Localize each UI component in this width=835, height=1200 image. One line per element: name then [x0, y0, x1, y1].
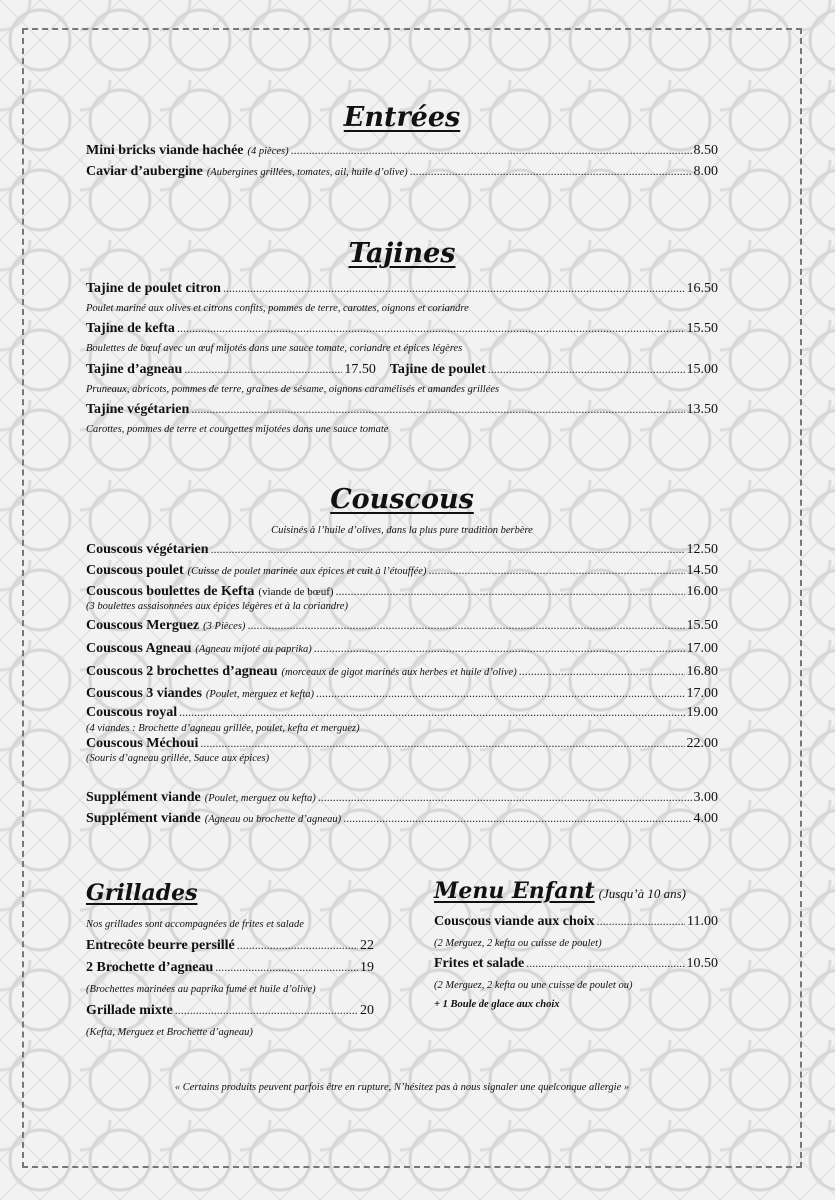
menu-item: [86, 563, 718, 580]
leader-dots: [597, 914, 685, 928]
item-description: Poulet mariné aux olives et citrons confits, pommes de terre, carottes, oignons et coriandre: [86, 302, 469, 314]
leader-dots: [519, 664, 685, 678]
item-price: 13.50: [686, 402, 718, 418]
leader-dots: [410, 164, 692, 178]
item-price: 3.00: [693, 790, 718, 806]
menu-item: [86, 618, 718, 635]
leader-dots: [526, 956, 684, 970]
leader-dots: [428, 563, 684, 577]
leader-dots: [184, 362, 342, 376]
item-name: Tajine d’agneau: [86, 361, 183, 377]
menu-item: [86, 705, 718, 722]
item-description: (2 Merguez, 2 kefta ou cuisse de poulet): [434, 937, 602, 949]
supplement-item: [86, 790, 718, 807]
item-note: (Agneau mijoté au paprika): [195, 643, 312, 655]
item-note: (Poulet, merguez et kefta): [205, 689, 314, 701]
item-price: 17.50: [344, 361, 376, 377]
item-note: (Cuisse de poulet marinée aux épices et cuit à l’étouffée): [187, 565, 427, 577]
item-price: 16.80: [686, 663, 718, 679]
item-name: Couscous 2 brochettes d’agneau: [86, 663, 278, 679]
item-description: Pruneaux, abricots, pommes de terre, graines de sésame, oignons caramélisés et amandes grillées: [86, 383, 500, 395]
menu-item: [86, 1003, 374, 1020]
menu-item: [434, 914, 718, 931]
item-price: 22.00: [686, 735, 718, 751]
item-note: (Aubergines grillées, tomates, ail, huile d’olive): [206, 166, 408, 178]
item-price: 17.00: [686, 640, 718, 656]
leader-dots: [343, 811, 691, 825]
item-name: Couscous viande aux choix: [434, 914, 595, 929]
leader-dots: [223, 281, 685, 295]
item-note: (4 pièces): [247, 146, 289, 157]
menu-item: [86, 281, 718, 298]
grillades-intro: Nos grillades sont accompagnées de frites et salade: [86, 919, 304, 930]
item-description: (4 viandes : Brochette d’agneau grillée, poulet, kefta et merguez): [86, 723, 360, 735]
item-name: Tajine végétarien: [86, 402, 190, 418]
item-note: (Agneau ou brochette d’agneau): [204, 813, 342, 825]
item-name: 2 Brochette d’agneau: [86, 960, 214, 976]
section-couscous: [86, 484, 718, 828]
menu-item: [86, 664, 718, 681]
entrees-title: Entrées: [343, 102, 461, 133]
leader-dots: [191, 402, 684, 416]
allergy-footer-note: « Certains produits peuvent parfois être en rupture, N’hésitez pas à nous signaler une quelconque allergie »: [174, 1082, 630, 1093]
menu-enfant-heading: [434, 878, 718, 904]
tajines-title: Tajines: [348, 238, 456, 269]
item-name: Entrecôte beurre persillé: [86, 937, 235, 953]
item-price: 15.50: [686, 618, 718, 634]
grillades-title: Grillades: [86, 880, 198, 906]
leader-dots: [211, 542, 685, 556]
item-price: 8.50: [693, 143, 718, 158]
menu-item: [86, 321, 718, 338]
menu-enfant-title: Menu Enfant: [434, 878, 595, 904]
section-grillades: [86, 880, 374, 1039]
item-price: 22: [360, 937, 374, 953]
menu-item: [86, 402, 718, 419]
leader-dots: [316, 686, 685, 700]
item-description: Boulettes de bœuf avec un œuf mijotés dans une sauce tomate, coriandre et épices légères: [86, 343, 463, 355]
menu-item: [434, 956, 718, 973]
item-price: 17.00: [686, 686, 718, 702]
item-price: 15.50: [686, 321, 718, 337]
item-name: Mini bricks viande hachée: [86, 143, 244, 158]
item-note: (3 Pièces): [203, 621, 246, 633]
item-note: (morceaux de gigot marinés aux herbes et huile d’olive): [281, 666, 517, 678]
supplement-item: [86, 811, 718, 828]
menu-item: [86, 164, 718, 181]
leader-dots: [200, 736, 684, 750]
item-name: Supplément viande: [86, 790, 201, 806]
item-name: Tajine de poulet citron: [86, 281, 221, 296]
leader-dots: [247, 618, 684, 632]
menu-enfant-note: (Jusqu’à 10 ans): [598, 886, 687, 901]
leader-dots: [314, 641, 685, 655]
item-price: 4.00: [693, 810, 718, 826]
item-price: 19: [360, 960, 374, 976]
item-price: 12.50: [686, 542, 718, 557]
item-price: 20: [360, 1002, 374, 1018]
item-description: (Souris d’agneau grillée, Sauce aux épices): [86, 753, 270, 765]
item-price: 19.00: [686, 705, 718, 721]
item-name: Couscous Agneau: [86, 640, 192, 656]
menu-item: [86, 938, 374, 955]
item-name: Frites et salade: [434, 956, 525, 972]
item-name: Tajine de kefta: [86, 321, 175, 337]
menu-item: [86, 584, 718, 601]
item-description: (3 boulettes assaisonnées aux épices légères et à la coriandre): [86, 601, 348, 613]
item-name: Tajine de poulet: [389, 361, 486, 377]
item-price: 14.50: [686, 562, 718, 578]
menu-item: [86, 542, 718, 559]
item-price: 11.00: [687, 914, 718, 929]
leader-dots: [175, 1003, 358, 1017]
leader-dots: [179, 705, 684, 719]
menu-item: [86, 960, 374, 977]
item-name: Couscous royal: [86, 705, 178, 721]
item-name: Couscous Méchoui: [86, 735, 199, 751]
leader-dots: [291, 143, 692, 157]
item-price: 15.00: [686, 361, 718, 377]
menu-enfant-extra: + 1 Boule de glace aux choix: [434, 998, 560, 1010]
item-description: Carottes, pommes de terre et courgettes mijotées dans une sauce tomate: [86, 424, 389, 436]
menu-item: [86, 143, 718, 160]
item-name: Couscous Merguez: [86, 618, 200, 634]
item-price: 16.00: [686, 583, 718, 599]
leader-dots: [336, 584, 685, 598]
item-note: (viande de bœuf): [258, 585, 334, 598]
menu-item: [86, 686, 718, 703]
item-price: 8.00: [693, 163, 718, 179]
item-name: Supplément viande: [86, 810, 201, 826]
couscous-title: Couscous: [330, 484, 474, 515]
item-name: Couscous poulet: [86, 562, 184, 578]
item-price: 10.50: [686, 956, 718, 972]
menu-item: [86, 736, 718, 753]
item-name: Couscous boulettes de Kefta: [86, 583, 255, 599]
item-name: Grillade mixte: [86, 1002, 173, 1018]
leader-dots: [177, 321, 685, 335]
item-name: Couscous végétarien: [86, 542, 209, 557]
leader-dots: [215, 960, 358, 974]
section-tajines: [86, 238, 718, 437]
item-description: (Kefta, Merguez et Brochette d’agneau): [86, 1026, 253, 1038]
leader-dots: [237, 938, 358, 952]
section-menu-enfant: [434, 878, 718, 1010]
couscous-subtitle: Cuisinés à l’huile d’olives, dans la plus pure tradition berbère: [271, 525, 533, 536]
item-note: (Poulet, merguez ou kefta): [204, 793, 316, 805]
leader-dots: [318, 790, 692, 804]
item-description: (Brochettes marinées au paprika fumé et huile d’olive): [86, 984, 316, 996]
menu-item: [86, 641, 718, 658]
item-name: Couscous 3 viandes: [86, 686, 202, 702]
section-entrees: [86, 102, 718, 181]
item-name: Caviar d’aubergine: [86, 163, 203, 179]
leader-dots: [488, 362, 685, 376]
item-description: (2 Merguez, 2 kefta ou une cuisse de poulet ou): [434, 980, 633, 992]
menu-item-double: [86, 362, 718, 379]
item-price: 16.50: [686, 281, 718, 296]
